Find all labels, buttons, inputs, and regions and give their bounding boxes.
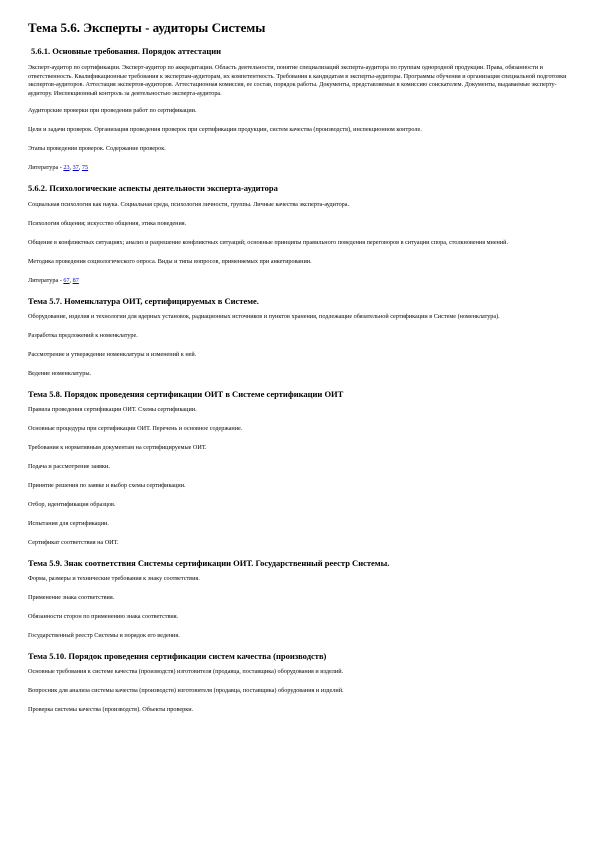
paragraph: Общение в конфликтных ситуациях; анализ и разрешение конфликтных ситуаций; основные принципы правильного поведения переговоров в ситуации спора, столкновения мнений.: [28, 239, 509, 246]
paragraph: Аудиторские проверки при проведении работ по сертификации.: [28, 107, 197, 114]
paragraph: Сертификат соответствия на ОИТ.: [28, 539, 119, 546]
literature-label: Литература -: [28, 277, 64, 284]
document-page: [28, 20, 570, 725]
topic-5-8: [28, 389, 570, 548]
section-5-6-2: [28, 183, 570, 286]
section-5-6-1: [28, 46, 570, 173]
paragraph: Основные процедуры при сертификации ОИТ. Перечень и основное содержание.: [28, 425, 243, 432]
section-heading: 5.6.2. Психологические аспекты деятельности эксперта-аудитора: [28, 183, 278, 193]
paragraph: Ведение номенклатуры.: [28, 370, 92, 377]
paragraph: Этапы проведения проверок. Содержание проверок.: [28, 145, 166, 152]
topic-heading: Тема 5.10. Порядок проведения сертификации систем качества (производств): [28, 651, 327, 661]
paragraph: Психология общения; искусство общения, этика поведения.: [28, 220, 187, 227]
literature-label: Литература -: [28, 164, 64, 171]
topic-5-10: [28, 651, 570, 715]
paragraph: Цели и задачи проверок. Организация проведения проверок при сертификации продукции, систем качества (производств), инспекционном контроле.: [28, 126, 422, 133]
paragraph: Эксперт-аудитор по сертификации. Эксперт-аудитор по аккредитации. Область деятельности, понятие специализаций эксперта-аудитора по группам однородной продукции. Права, обязанности и ответственность. Квалификационные требования к экспертам-аудиторам, их компетентность. Требования к кандидатам в эксперты-аудиторы. Программы обучения и организация специальной подготовки экспертов-аудиторов. Аттестация экспертов-аудиторов. Аттестационная комиссия, ее состав, порядок работы. Документы, представляемые в комиссию соискателем. Документы, выдаваемые эксперту-аудитору. Инспекционный контроль за деятельностью эксперта-аудитора.: [28, 64, 567, 97]
paragraph: Государственный реестр Системы и порядок его ведения.: [28, 632, 180, 639]
literature-line: Литература - 67, 87: [28, 277, 79, 284]
paragraph: Принятие решения по заявке и выбор схемы сертификации.: [28, 482, 186, 489]
paragraph: Правила проведения сертификации ОИТ. Схемы сертификации.: [28, 406, 197, 413]
paragraph: Основные требования к системе качества (производств) изготовителя (продавца, поставщика) оборудования и изделий.: [28, 668, 344, 675]
paragraph: Оборудование, изделия и технологии для ядерных установок, радиационных источников и пунктов хранения, подлежащие обязательной сертификации в Системе (номенклатура).: [28, 313, 500, 320]
paragraph: Проверка системы качества (производств). Объекты проверки.: [28, 706, 194, 713]
paragraph: Отбор, идентификация образцов.: [28, 501, 116, 508]
paragraph: Испытания для сертификации.: [28, 520, 109, 527]
page-title: Тема 5.6. Эксперты - аудиторы Системы: [28, 20, 266, 35]
literature-link[interactable]: 87: [72, 277, 79, 284]
paragraph: Подача и рассмотрение заявки.: [28, 463, 110, 470]
literature-link[interactable]: 75: [81, 164, 89, 171]
paragraph: Методика проведения социологического опроса. Виды и типы вопросов, применяемых при анкетировании.: [28, 258, 312, 265]
paragraph: Применение знака соответствия.: [28, 594, 115, 601]
paragraph: Рассмотрение и утверждение номенклатуры и изменений к ней.: [28, 351, 197, 358]
literature-link[interactable]: 23: [63, 164, 70, 171]
topic-heading: Тема 5.7. Номенклатура ОИТ, сертифицируемых в Системе.: [28, 296, 259, 306]
topic-heading: Тема 5.8. Порядок проведения сертификации ОИТ в Системе сертификации ОИТ: [28, 389, 344, 399]
literature-line: Литература - 23, 37, 75: [28, 164, 89, 171]
topic-5-9: [28, 558, 570, 641]
paragraph: Социальная психология как наука. Социальная среда, психология личности, группы. Личные качества эксперта-аудитора.: [28, 201, 350, 208]
topic-5-7: [28, 296, 570, 379]
paragraph: Обязанности сторон по применению знака соответствия.: [28, 613, 179, 620]
paragraph: Требования к нормативным документам на сертифицируемые ОИТ.: [28, 444, 207, 451]
paragraph: Форма, размеры и технические требования к знаку соответствия.: [28, 575, 200, 582]
topic-heading: Тема 5.9. Знак соответствия Системы сертификации ОИТ. Государственный реестр Системы.: [28, 558, 390, 568]
paragraph: Вопросник для анализа системы качества (производств) изготовителя (продавца, поставщика) оборудования и изделий.: [28, 687, 344, 694]
literature-link[interactable]: 37: [72, 164, 79, 171]
literature-link[interactable]: 67: [63, 277, 70, 284]
paragraph: Разработка предложений к номенклатуре.: [28, 332, 138, 339]
section-heading: 5.6.1. Основные требования. Порядок аттестации: [31, 46, 222, 56]
